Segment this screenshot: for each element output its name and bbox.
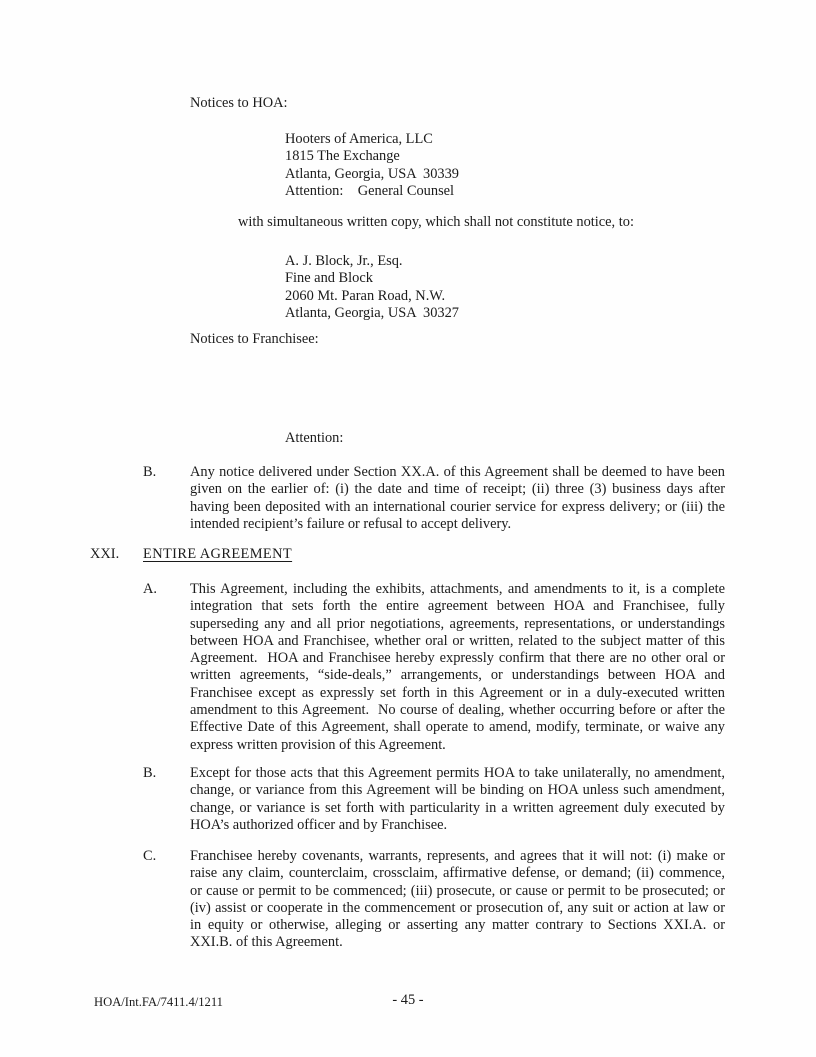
paragraph-b-label: B. [143, 765, 157, 781]
section-xxi-title: ENTIRE AGREEMENT [143, 546, 293, 562]
hoa-address-line-3: Atlanta, Georgia, USA 30339 [285, 165, 460, 182]
copy-address-line-2: Fine and Block [285, 270, 373, 287]
hoa-address-line-4: Attention: General Counsel [285, 182, 455, 199]
copy-address-line-1: A. J. Block, Jr., Esq. [285, 253, 403, 269]
hoa-address-block [285, 131, 459, 200]
notice-delivery-paragraph-text: Any notice delivered under Section XX.A. of this Agreement shall be deemed to have been given on the earlier of: (i) the date and time of receipt; (ii) three (3) business days after having been deposited with an international courier service for express delivery; or (iii) the intended recipient’s failure or refusal to accept delivery. [190, 464, 729, 532]
paragraph-c-label: C. [143, 848, 157, 864]
paragraph-a-text: This Agreement, including the exhibits, attachments, and amendments to it, is a complete integration that sets forth the entire agreement between HOA and Franchisee, fully superseding any and all prior negotiations, agreements, representations, or understandings between HOA and Franchisee, whether oral or written, related to the subject matter of this Agreement. HOA and Franchisee hereby expressly confirm that there are no other oral or written agreements, “side-deals,” arrangements, or understandings between HOA and Franchisee except as expressly set forth in this Agreement or in a duly-executed written amendment to this Agreement. No course of dealing, whether occurring before or after the Effective Date of this Agreement, shall operate to amend, modify, terminate, or waive any express written provision of this Agreement. [190, 581, 729, 753]
notice-delivery-paragraph-label: B. [143, 464, 157, 480]
entire-agreement-paragraph-a [143, 581, 729, 754]
entire-agreement-paragraph-c [143, 848, 729, 952]
entire-agreement-paragraph-b [143, 765, 729, 834]
attention-label: Attention: [285, 430, 344, 446]
section-xxi-heading [90, 546, 292, 563]
paragraph-a-label: A. [143, 581, 157, 597]
copy-address-line-4: Atlanta, Georgia, USA 30327 [285, 304, 460, 321]
hoa-address-line-1: Hooters of America, LLC [285, 131, 433, 147]
notice-delivery-paragraph [143, 464, 729, 533]
notices-to-franchisee-label: Notices to Franchisee: [190, 331, 319, 347]
notices-to-hoa-label: Notices to HOA: [190, 95, 288, 111]
paragraph-c-text: Franchisee hereby covenants, warrants, represents, and agrees that it will not: (i) make or raise any claim, counterclaim, crossclaim, affirmative defense, or demand; (ii) commence, or cause or permit to be commenced; (iii) prosecute, or cause or permit to be prosecuted; or (iv) assist or cooperate in the commencement or prosecution of, any suit or action at law or in equity or otherwise, alleging or asserting any matter contrary to Sections XXI.A. or XXI.B. of this Agreement. [190, 848, 729, 951]
section-xxi-number: XXI. [90, 546, 120, 562]
copy-address-line-3: 2060 Mt. Paran Road, N.W. [285, 287, 446, 304]
hoa-address-line-2: 1815 The Exchange [285, 148, 400, 165]
footer-page-number: - 45 - [392, 992, 424, 1008]
copy-address-block [285, 253, 459, 322]
simultaneous-copy-text: with simultaneous written copy, which shall not constitute notice, to: [238, 214, 634, 230]
paragraph-b-text: Except for those acts that this Agreement permits HOA to take unilaterally, no amendment, change, or variance from this Agreement will be binding on HOA unless such amendment, change, or variance is set forth with particularity in a written agreement duly executed by HOA’s authorized officer and by Franchisee. [190, 765, 729, 833]
footer-document-reference: HOA/Int.FA/7411.4/1211 [94, 995, 223, 1009]
